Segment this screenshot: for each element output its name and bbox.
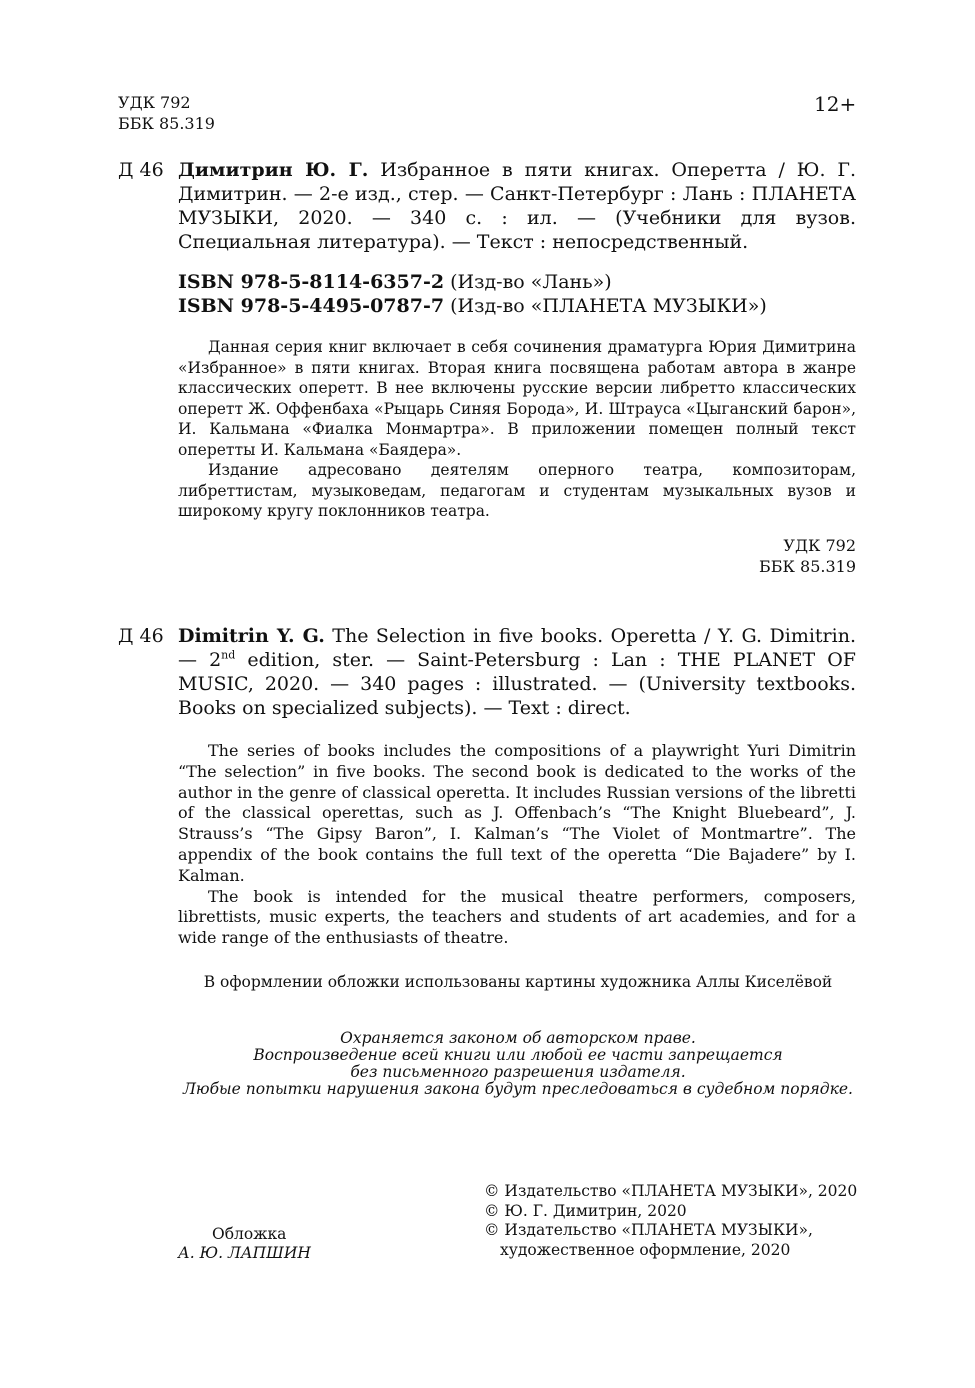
cover-credit-label: Обложка: [212, 1225, 287, 1243]
ru-classification: [600, 536, 856, 577]
cover-credit: [212, 1224, 286, 1244]
ru-udk: УДК 792: [783, 536, 856, 555]
copyright-notice-line: Охраняется законом об авторском праве.: [340, 1029, 696, 1047]
en-record-author: Dimitrin Y. G.: [178, 625, 325, 647]
header-udk: УДК 792: [118, 93, 191, 112]
ru-record-author: Димитрин Ю. Г.: [178, 159, 369, 181]
header-classification: [118, 93, 215, 134]
ru-bbk: ББК 85.319: [759, 556, 856, 576]
copyright-notice: [118, 1030, 918, 1098]
ru-record-description: [178, 158, 856, 254]
header-bbk: ББК 85.319: [118, 113, 215, 133]
copyright-notice-line: без письменного разрешения издателя.: [350, 1063, 686, 1081]
isbn-block: [178, 270, 856, 318]
isbn-number: ISBN 978-5-8114-6357-2: [178, 271, 445, 293]
copyright-line: © Ю. Г. Димитрин, 2020: [484, 1201, 687, 1220]
ru-annotation-paragraph-2: Издание адресовано деятелям оперного театра, композиторам, либреттистам, музыковедам, педагогам и студентам музыкальных вузов и широкому кругу поклонников театра.: [178, 461, 856, 520]
en-record-edition: [209, 649, 235, 671]
en-record-description: [178, 624, 856, 720]
en-record-text: edition, ster. — Saint-Petersburg : Lan : THE PLANET OF MUSIC, 2020. — 340 pages : illustrated. — (University textbooks. Books on specialized subjects). — Text : direct.: [178, 649, 856, 719]
isbn-publisher: (Изд-во «Лань»): [450, 271, 612, 293]
copyright-line: © Издательство «ПЛАНЕТА МУЗЫКИ», 2020: [484, 1182, 858, 1200]
isbn-number: ISBN 978-5-4495-0787-7: [178, 295, 445, 317]
ru-record-code: Д 46: [118, 159, 164, 181]
copyright-notice-line: Любые попытки нарушения закона будут преследоваться в судебном порядке.: [182, 1080, 853, 1098]
copyright-line: художественное оформление, 2020: [500, 1240, 791, 1259]
copyright-line: © Издательство «ПЛАНЕТА МУЗЫКИ»,: [484, 1221, 813, 1239]
ru-record-text: Избранное в пяти книгах. Оперетта / Ю. Г. Димитрин. — 2-е изд., стер. — Санкт-Петербург : Лань : ПЛАНЕТА МУЗЫКИ, 2020. — 340 с. : ил. — (Учебники для вузов. Специальная литература). — Текст : непосредственный.: [178, 159, 856, 253]
copyrights: [484, 1182, 857, 1260]
isbn-line: [178, 270, 856, 294]
age-rating: 12+: [814, 92, 857, 116]
cover-note: В оформлении обложки использованы картины художника Аллы Киселёвой: [203, 973, 833, 991]
cover-credit-name: А. Ю. ЛАПШИН: [178, 1244, 311, 1262]
en-record-code: Д 46: [118, 625, 164, 647]
en-annotation: [178, 741, 856, 949]
isbn-publisher: (Изд-во «ПЛАНЕТА МУЗЫКИ»): [450, 295, 767, 317]
en-annotation-paragraph-2: The book is intended for the musical theatre performers, composers, librettists, music experts, the teachers and students of art academies, and for a wide range of the enthusiasts of theatre.: [178, 886, 856, 948]
edition-suffix: nd: [221, 648, 236, 662]
ru-annotation-paragraph-1: Данная серия книг включает в себя сочинения драматурга Юрия Димитрина «Избранное» в пяти книгах. Вторая книга посвящена работам автора в жанре классических оперетт. В нее включены русские версии либретто классических оперетт Ж. Оффенбаха «Рыцарь Синяя Борода», И. Штрауса «Цыганский барон», И. Кальмана «Фиалка Монмартра». В приложении помещен полный текст оперетты И. Кальмана «Баядера».: [178, 338, 856, 459]
en-annotation-paragraph-1: The series of books includes the compositions of a playwright Yuri Dimitrin “The selection” in five books. The second book is dedicated to the works of the author in the genre of classical operetta. It includes Russian versions of the libretti of the classical operettas, such as J. Offenbach’s “The Knight Bluebeard”, J. Strauss’s “The Gipsy Baron”, I. Kalman’s “The Violet of Montmartre”. The appendix of the book contains the full text of the operetta “Die Bajadere” by I. Kalman.: [178, 741, 856, 885]
copyright-notice-line: Воспроизведение всей книги или любой ее части запрещается: [253, 1046, 783, 1064]
en-record-title: The Selection in five books. Operetta / Y. G. Dimitrin. —: [178, 625, 856, 671]
ru-annotation: [178, 337, 856, 522]
edition-number: 2: [209, 649, 222, 671]
isbn-line: [178, 294, 856, 318]
